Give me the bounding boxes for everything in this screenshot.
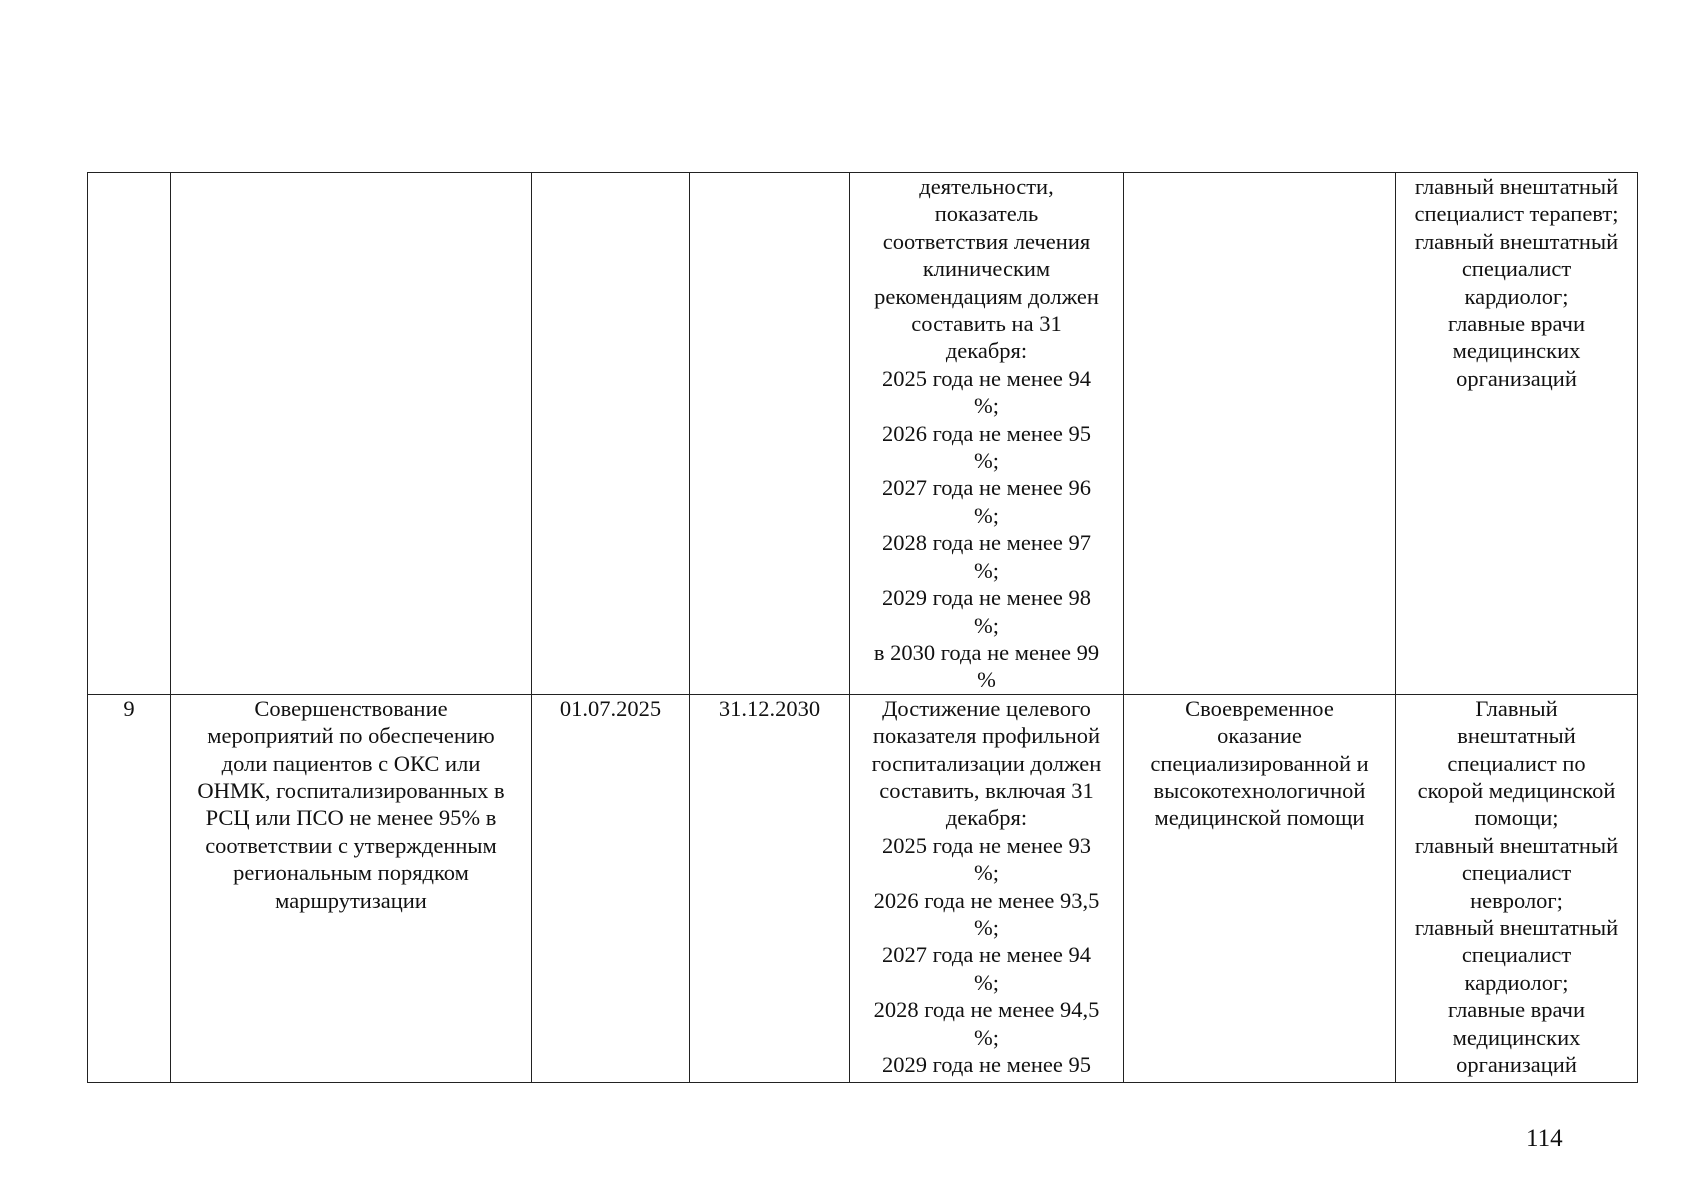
row-number-cell bbox=[88, 173, 171, 695]
row-number-cell: 9 bbox=[88, 694, 171, 1082]
start-date-cell bbox=[532, 173, 690, 695]
start-date-cell: 01.07.2025 bbox=[532, 694, 690, 1082]
responsible-cell: Главный внештатный специалист по скорой медицинской помощи; главный внештатный специалист невролог; главный внештатный специалист кардиолог; главные врачи медицинских организаций bbox=[1396, 694, 1638, 1082]
end-date-cell bbox=[690, 173, 850, 695]
result-cell: Своевременное оказание специализированной и высокотехнологичной медицинской помощи bbox=[1124, 694, 1396, 1082]
measure-cell bbox=[171, 173, 532, 695]
measures-table bbox=[87, 172, 1638, 1083]
responsible-cell: главный внештатный специалист терапевт; главный внештатный специалист кардиолог; главные врачи медицинских организаций bbox=[1396, 173, 1638, 695]
result-cell bbox=[1124, 173, 1396, 695]
measure-cell: Совершенствование мероприятий по обеспечению доли пациентов с ОКС или ОНМК, госпитализированных в РСЦ или ПСО не менее 95% в соответствии с утвержденным региональным порядком маршрутизации bbox=[171, 694, 532, 1082]
page-number: 114 bbox=[1526, 1125, 1563, 1152]
table-row bbox=[88, 173, 1638, 695]
indicator-cell: Достижение целевого показателя профильной госпитализации должен составить, включая 31 декабря: 2025 года не менее 93 %; 2026 года не менее 93,5 %; 2027 года не менее 94 %; 2028 года не менее 94,5 %; 2029 года не менее 95 bbox=[850, 694, 1124, 1082]
table-row bbox=[88, 694, 1638, 1082]
indicator-cell: деятельности, показатель соответствия лечения клиническим рекомендациям должен составить на 31 декабря: 2025 года не менее 94 %; 2026 года не менее 95 %; 2027 года не менее 96 %; 2028 года не менее 97 %; 2029 года не менее 98 %; в 2030 года не менее 99 % bbox=[850, 173, 1124, 695]
end-date-cell: 31.12.2030 bbox=[690, 694, 850, 1082]
